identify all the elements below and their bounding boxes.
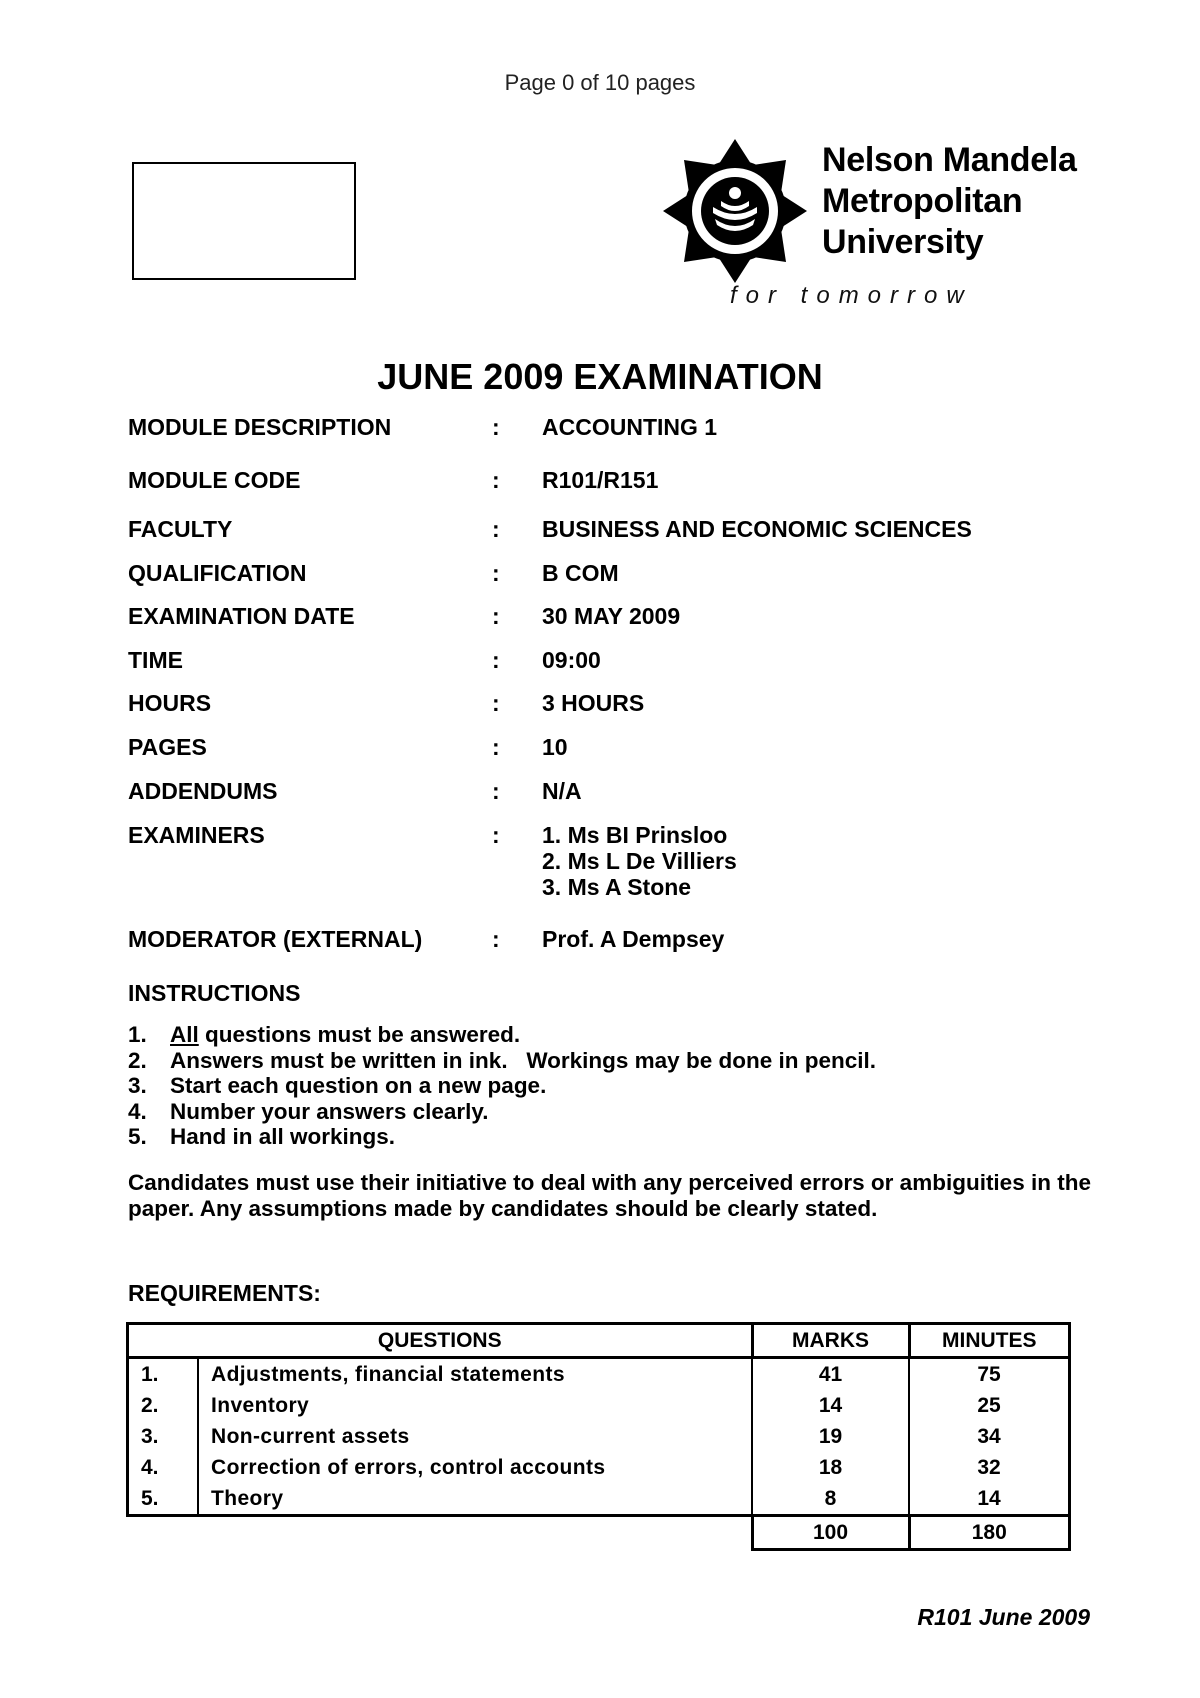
instructions-heading: INSTRUCTIONS xyxy=(128,980,301,1006)
candidate-note: Candidates must use their initiative to deal with any perceived errors or ambiguities in the paper. Any assumptions made by candidates should be clearly stated. xyxy=(128,1170,1091,1221)
instruction-item xyxy=(128,1073,876,1099)
question-description: Adjustments, financial statements xyxy=(198,1358,752,1391)
table-totals-row xyxy=(128,1516,1070,1550)
header-minutes: MINUTES xyxy=(909,1324,1070,1358)
question-description: Correction of errors, control accounts xyxy=(198,1452,752,1483)
detail-label: PAGES xyxy=(128,734,207,760)
detail-label: ADDENDUMS xyxy=(128,778,278,804)
question-number: 5. xyxy=(128,1483,199,1516)
instructions-list xyxy=(128,1022,876,1150)
detail-label: MODERATOR (EXTERNAL) xyxy=(128,926,423,952)
question-minutes: 32 xyxy=(909,1452,1070,1483)
instruction-number: 2. xyxy=(128,1047,147,1073)
detail-value: 10 xyxy=(542,734,568,760)
detail-label: FACULTY xyxy=(128,516,233,542)
university-tagline: for tomorrow xyxy=(730,282,973,309)
detail-value: 30 MAY 2009 xyxy=(542,603,681,629)
header-questions: QUESTIONS xyxy=(128,1324,753,1358)
university-name xyxy=(822,140,1077,263)
question-description: Theory xyxy=(198,1483,752,1516)
question-minutes: 25 xyxy=(909,1390,1070,1421)
university-name-line: University xyxy=(822,223,984,261)
detail-value: ACCOUNTING 1 xyxy=(542,414,718,440)
detail-value: 3 HOURS xyxy=(542,690,645,716)
examiners-list xyxy=(542,822,737,900)
question-marks: 14 xyxy=(752,1390,909,1421)
examiner-name: 2. Ms L De Villiers xyxy=(542,848,737,874)
instruction-number: 4. xyxy=(128,1098,147,1124)
question-minutes: 34 xyxy=(909,1421,1070,1452)
detail-separator: : xyxy=(492,778,500,804)
detail-separator: : xyxy=(492,516,500,542)
requirements-table xyxy=(126,1322,1071,1551)
instruction-item xyxy=(128,1022,876,1048)
table-row xyxy=(128,1452,1070,1483)
detail-label: EXAMINERS xyxy=(128,822,265,848)
detail-separator: : xyxy=(492,603,500,629)
question-description: Inventory xyxy=(198,1390,752,1421)
question-minutes: 75 xyxy=(909,1358,1070,1391)
instruction-item xyxy=(128,1099,876,1125)
instruction-text: Answers must be written in ink. Workings may be done in pencil. xyxy=(170,1047,876,1073)
question-marks: 18 xyxy=(752,1452,909,1483)
instruction-item xyxy=(128,1124,876,1150)
detail-value: BUSINESS AND ECONOMIC SCIENCES xyxy=(542,516,972,542)
table-row xyxy=(128,1390,1070,1421)
totals-spacer xyxy=(128,1516,753,1550)
detail-label: MODULE CODE xyxy=(128,467,301,493)
instruction-text: Number your answers clearly. xyxy=(170,1098,489,1124)
detail-label: TIME xyxy=(128,647,183,673)
detail-label: QUALIFICATION xyxy=(128,560,307,586)
table-row xyxy=(128,1421,1070,1452)
detail-separator: : xyxy=(492,822,500,848)
detail-separator: : xyxy=(492,414,500,440)
footer-code: R101 June 2009 xyxy=(917,1604,1090,1630)
total-marks: 100 xyxy=(752,1516,909,1550)
examiner-stamp-box xyxy=(132,162,356,280)
detail-separator: : xyxy=(492,467,500,493)
instruction-text: Start each question on a new page. xyxy=(170,1073,547,1098)
exam-title: JUNE 2009 EXAMINATION xyxy=(377,356,823,397)
question-description: Non-current assets xyxy=(198,1421,752,1452)
header-marks: MARKS xyxy=(752,1324,909,1358)
instruction-text: Hand in all workings. xyxy=(170,1124,396,1149)
page-number: Page 0 of 10 pages xyxy=(504,70,696,95)
question-number: 4. xyxy=(128,1452,199,1483)
detail-label: EXAMINATION DATE xyxy=(128,603,355,629)
question-number: 3. xyxy=(128,1421,199,1452)
question-marks: 19 xyxy=(752,1421,909,1452)
university-name-line: Metropolitan xyxy=(822,182,1023,220)
examiner-name: 3. Ms A Stone xyxy=(542,874,692,900)
instruction-number: 1. xyxy=(128,1022,147,1047)
question-number: 2. xyxy=(128,1390,199,1421)
instruction-number: 5. xyxy=(128,1124,147,1149)
detail-value: B COM xyxy=(542,560,619,586)
question-minutes: 14 xyxy=(909,1483,1070,1516)
detail-separator: : xyxy=(492,734,500,760)
detail-separator: : xyxy=(492,560,500,586)
requirements-heading: REQUIREMENTS: xyxy=(128,1280,321,1306)
detail-value: R101/R151 xyxy=(542,467,659,493)
instruction-text: questions must be answered. xyxy=(198,1022,521,1047)
table-row xyxy=(128,1358,1070,1391)
detail-label: MODULE DESCRIPTION xyxy=(128,414,392,440)
detail-separator: : xyxy=(492,690,500,716)
instruction-item xyxy=(128,1048,876,1074)
detail-separator: : xyxy=(492,647,500,673)
detail-value: Prof. A Dempsey xyxy=(542,926,725,952)
total-minutes: 180 xyxy=(909,1516,1070,1550)
university-name-line: Nelson Mandela xyxy=(822,141,1077,179)
table-header-row xyxy=(128,1324,1070,1358)
instruction-number: 3. xyxy=(128,1073,147,1098)
detail-separator: : xyxy=(492,926,500,952)
question-number: 1. xyxy=(128,1358,199,1391)
examiner-name: 1. Ms BI Prinsloo xyxy=(542,822,728,848)
detail-label: HOURS xyxy=(128,690,212,716)
detail-value: 09:00 xyxy=(542,647,601,673)
question-marks: 41 xyxy=(752,1358,909,1391)
instruction-emphasis: All xyxy=(170,1022,199,1047)
detail-value: N/A xyxy=(542,778,582,804)
university-logo-icon xyxy=(660,136,810,286)
question-marks: 8 xyxy=(752,1483,909,1516)
table-row xyxy=(128,1483,1070,1516)
